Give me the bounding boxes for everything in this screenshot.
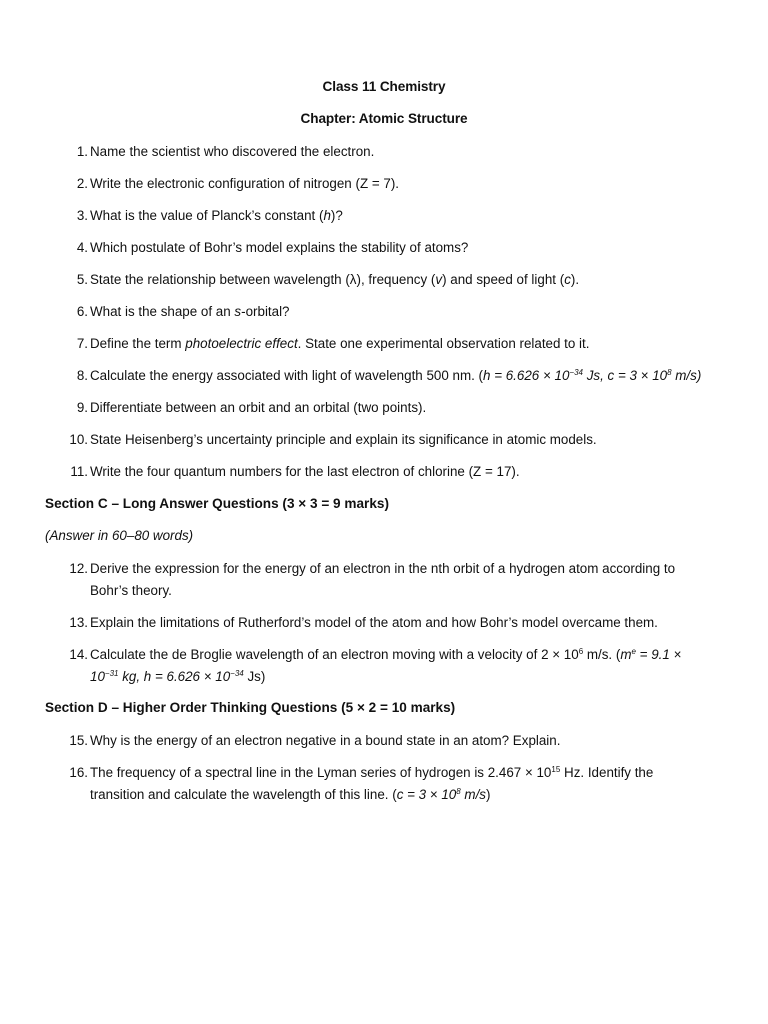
question-text: What is the value of Planck’s constant (h)? xyxy=(90,208,343,223)
question-number: 2. xyxy=(76,176,88,191)
page-title: Class 11 Chemistry xyxy=(322,79,446,94)
question-text: Name the scientist who discovered the electron. xyxy=(90,144,375,159)
question-text: Calculate the energy associated with light of wavelength 500 nm. ($h = 6.626 \times 10^{-34}$ Js, $c = 3 \times 10^8$ m/s) xyxy=(90,368,702,383)
question-number: 12. xyxy=(69,561,88,576)
question-text: Write the electronic configuration of nitrogen (Z = 7). xyxy=(90,176,400,191)
question-number: 4. xyxy=(76,240,88,255)
question-text: Explain the limitations of Rutherford’s model of the atom and how Bohr’s model overcame them. xyxy=(90,615,658,630)
question-text: What is the shape of an s-orbital? xyxy=(90,304,290,319)
question-number: 1. xyxy=(76,144,88,159)
section-c-note: (Answer in 60–80 words) xyxy=(45,528,194,543)
question-number: 6. xyxy=(76,304,88,319)
question-text: State the relationship between wavelength (λ), frequency (v) and speed of light (c). xyxy=(90,272,580,287)
question-number: 9. xyxy=(76,400,88,415)
question-text: Derive the expression for the energy of an electron in the nth orbit of a hydrogen atom according to Bohr’s theory. xyxy=(90,561,676,598)
question-number: 8. xyxy=(76,368,88,383)
question-number: 15. xyxy=(69,733,88,748)
question-text: Why is the energy of an electron negative in a bound state in an atom? Explain. xyxy=(90,733,561,748)
question-text: Calculate the de Broglie wavelength of an electron moving with a velocity of $2 \times 10^6$ m/s. ($m^e = 9.1$ × $10^{-31}$ kg, $h = 6.626 \times 10^{-34}$ Js) xyxy=(90,647,682,684)
question-number: 16. xyxy=(69,765,88,780)
chapter-title: Chapter: Atomic Structure xyxy=(300,111,468,126)
question-number: 13. xyxy=(69,615,88,630)
question-text: State Heisenberg’s uncertainty principle and explain its significance in atomic models. xyxy=(90,432,597,447)
question-number: 5. xyxy=(76,272,88,287)
section-d-heading: Section D – Higher Order Thinking Questions (5 × 2 = 10 marks) xyxy=(45,700,456,715)
question-text: Write the four quantum numbers for the last electron of chlorine (Z = 17). xyxy=(90,464,520,479)
question-text: Which postulate of Bohr’s model explains the stability of atoms? xyxy=(90,240,469,255)
question-text: The frequency of a spectral line in the Lyman series of hydrogen is $2.467 \times 10^{15}$ Hz. Identify the transition and calculate the wavelength of this line. ($c = 3 \times 10^8$ m/s) xyxy=(90,765,654,802)
question-number: 7. xyxy=(76,336,88,351)
question-number: 10. xyxy=(69,432,88,447)
question-text: Define the term photoelectric effect. State one experimental observation related to it. xyxy=(90,336,590,351)
question-number: 3. xyxy=(76,208,88,223)
section-c-heading: Section C – Long Answer Questions (3 × 3 = 9 marks) xyxy=(45,496,389,511)
question-number: 14. xyxy=(69,647,88,662)
question-text: Differentiate between an orbit and an orbital (two points). xyxy=(90,400,427,415)
question-number: 11. xyxy=(70,464,88,479)
